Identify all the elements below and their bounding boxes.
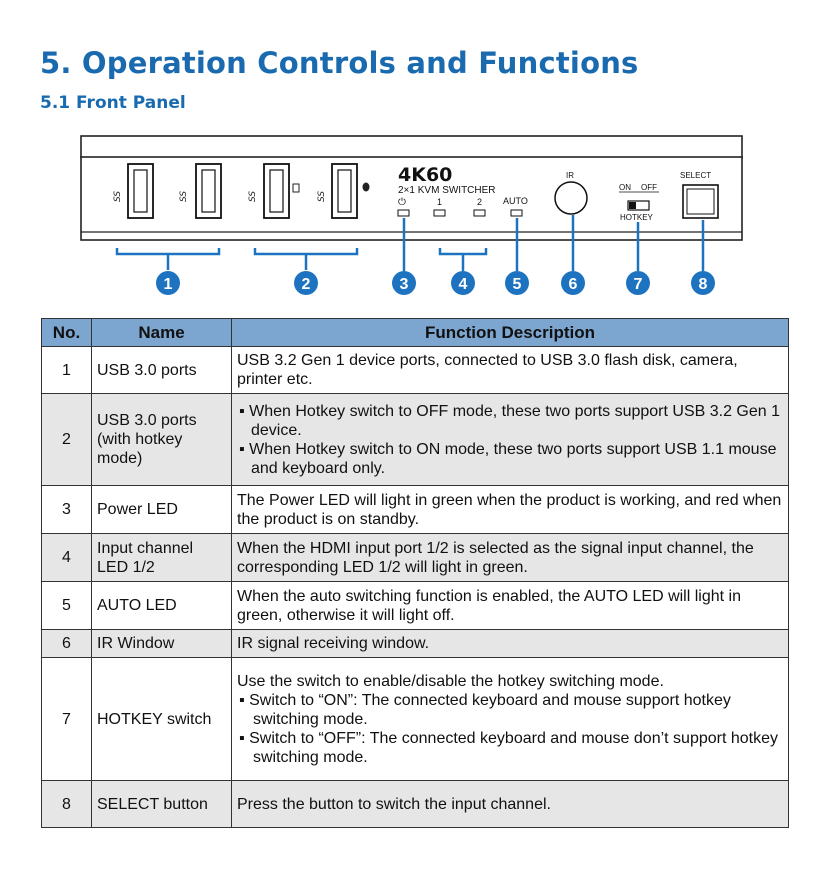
table-row [42, 630, 789, 658]
svg-text:1: 1 [163, 276, 173, 293]
switch-off-label: OFF [641, 183, 657, 192]
callout-5 [505, 271, 529, 295]
brand-logo: 4K60 [398, 164, 453, 186]
row-no: 5 [42, 582, 92, 630]
usb-icon: SS [317, 190, 327, 202]
table-row [42, 486, 789, 534]
row-no: 7 [42, 658, 92, 781]
callout-3 [392, 271, 416, 295]
callout-1 [156, 271, 180, 295]
row-no: 1 [42, 347, 92, 394]
row-no: 8 [42, 781, 92, 828]
panel-chassis-top [81, 136, 742, 158]
callout-7 [626, 271, 650, 295]
svg-text:6: 6 [568, 276, 578, 293]
row-description: The Power LED will light in green when the product is working, and red when the product is on standby. [232, 486, 789, 534]
table-row [42, 658, 789, 781]
row-name: HOTKEY switch [92, 658, 232, 781]
function-table [41, 318, 789, 828]
row-name: USB 3.0 ports [92, 347, 232, 394]
table-row [42, 347, 789, 394]
row-name: IR Window [92, 630, 232, 658]
table-header-row [42, 319, 789, 347]
header-no: No. [42, 319, 92, 347]
auto-led [511, 210, 522, 216]
table-row [42, 582, 789, 630]
led-1-label: 1 [437, 197, 443, 207]
select-label: SELECT [680, 171, 712, 180]
row-name: USB 3.0 ports (with hotkey mode) [92, 394, 232, 486]
switch-on-label: ON [619, 183, 631, 192]
row-no: 2 [42, 394, 92, 486]
svg-text:4: 4 [458, 276, 468, 293]
row-no: 6 [42, 630, 92, 658]
table-row [42, 394, 789, 486]
usb-icon: SS [113, 190, 123, 202]
page-heading: 5. Operation Controls and Functions [40, 46, 639, 80]
table-row [42, 781, 789, 828]
row-description: When the auto switching function is enabled, the AUTO LED will light in green, otherwise it will light off. [232, 582, 789, 630]
model-name: 2×1 KVM SWITCHER [398, 185, 496, 196]
ir-window [555, 182, 587, 214]
power-icon: ⏻ [398, 197, 406, 208]
ir-label: IR [566, 171, 574, 180]
svg-text:7: 7 [633, 276, 643, 293]
header-name: Name [92, 319, 232, 347]
mouse-icon [363, 183, 370, 192]
auto-led-label: AUTO [503, 196, 528, 206]
header-description: Function Description [232, 319, 789, 347]
svg-text:5: 5 [512, 276, 522, 293]
callout-4 [451, 271, 475, 295]
callout-6 [561, 271, 585, 295]
row-name: Power LED [92, 486, 232, 534]
svg-text:8: 8 [698, 276, 708, 293]
callout-2 [294, 271, 318, 295]
front-panel-diagram [0, 0, 827, 310]
row-description: Press the button to switch the input channel. [232, 781, 789, 828]
table-row [42, 534, 789, 582]
switch-label: HOTKEY [620, 213, 653, 222]
row-description: IR signal receiving window. [232, 630, 789, 658]
svg-text:3: 3 [399, 276, 409, 293]
row-name: Input channel LED 1/2 [92, 534, 232, 582]
row-description: When the HDMI input port 1/2 is selected as the signal input channel, the corresponding LED 1/2 will light in green. [232, 534, 789, 582]
row-name: AUTO LED [92, 582, 232, 630]
callout-8 [691, 271, 715, 295]
hotkey-switch-knob [629, 202, 636, 209]
row-no: 3 [42, 486, 92, 534]
led-2-label: 2 [477, 197, 483, 207]
usb-icon: SS [248, 190, 258, 202]
row-description: ▪ When Hotkey switch to OFF mode, these two ports support USB 3.2 Gen 1 device. ▪ When Hotkey switch to ON mode, these two ports support USB 1.1 mouse and keyboard only. [232, 394, 789, 486]
input-led-1 [434, 210, 445, 216]
row-description: USB 3.2 Gen 1 device ports, connected to USB 3.0 flash disk, camera, printer etc. [232, 347, 789, 394]
row-no: 4 [42, 534, 92, 582]
section-heading: 5.1 Front Panel [40, 93, 186, 113]
row-name: SELECT button [92, 781, 232, 828]
usb-icon: SS [179, 190, 189, 202]
svg-text:2: 2 [301, 276, 311, 293]
row-description: Use the switch to enable/disable the hotkey switching mode. ▪ Switch to “ON”: The connected keyboard and mouse support hotkey switching mode. ▪ Switch to “OFF”: The connected keyboard and mouse don’t support hotkey switching mode. [232, 658, 789, 781]
power-led [398, 210, 409, 216]
input-led-2 [474, 210, 485, 216]
keyboard-icon [293, 184, 299, 192]
